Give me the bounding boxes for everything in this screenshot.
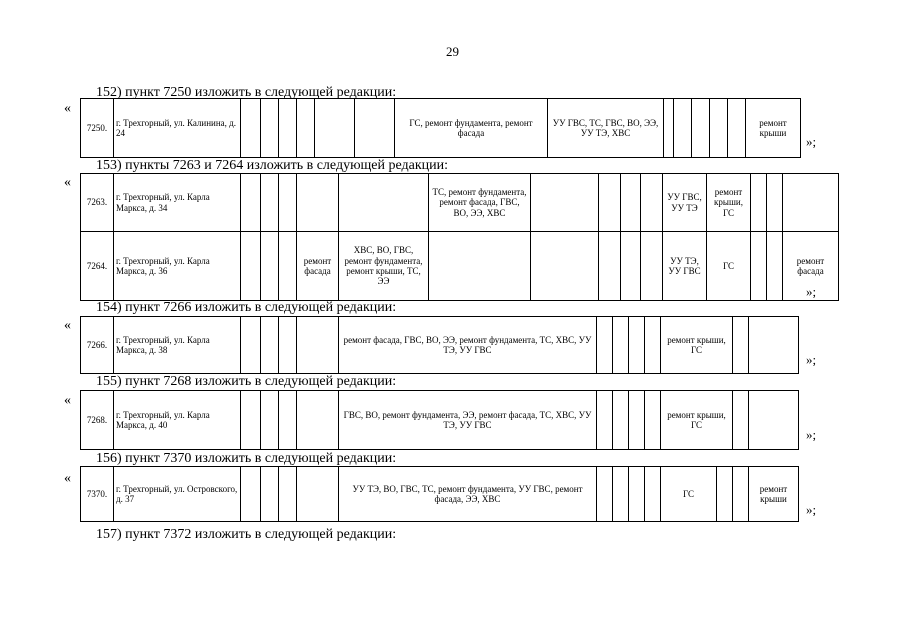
row-works: ремонт крыши (746, 99, 801, 158)
row-works: УУ ГВС, УУ ТЭ (663, 174, 707, 232)
quote-open: « (64, 471, 71, 486)
row-works: ремонт фасада, ГВС, ВО, ЭЭ, ремонт фундамента, ТС, ХВС, УУ ТЭ, УУ ГВС (339, 317, 597, 374)
table-section-155 (80, 390, 799, 450)
row-works: ГС (661, 467, 717, 522)
row-works: УУ ТЭ, ВО, ГВС, ТС, ремонт фундамента, УУ ГВС, ремонт фасада, ЭЭ, ХВС (339, 467, 597, 522)
row-number: 7266. (81, 317, 114, 374)
row-works: ремонт фасада (783, 232, 839, 301)
table-row (81, 232, 839, 301)
row-number: 7250. (81, 99, 114, 158)
row-address: г. Трехгорный, ул. Карла Маркса, д. 36 (114, 232, 241, 301)
row-address: г. Трехгорный, ул. Карла Маркса, д. 40 (114, 391, 241, 450)
quote-close: »; (806, 502, 817, 517)
row-address: г. Трехгорный, ул. Карла Маркса, д. 34 (114, 174, 241, 232)
row-works: ГС, ремонт фундамента, ремонт фасада (395, 99, 548, 158)
row-works: ХВС, ВО, ГВС, ремонт фундамента, ремонт крыши, ТС, ЭЭ (339, 232, 429, 301)
quote-open: « (64, 175, 71, 190)
table-row (81, 391, 799, 450)
table-section-152 (80, 98, 801, 158)
row-works: ГВС, ВО, ремонт фундамента, ЭЭ, ремонт фасада, ТС, ХВС, УУ ТЭ, УУ ГВС (339, 391, 597, 450)
table-section-156 (80, 466, 799, 522)
row-works: ремонт крыши, ГС (661, 317, 733, 374)
section-heading-155: 155) пункт 7268 изложить в следующей редакции: (96, 374, 397, 389)
quote-open: « (64, 318, 71, 333)
row-works: ремонт крыши, ГС (661, 391, 733, 450)
row-works: ремонт крыши, ГС (707, 174, 751, 232)
table-row (81, 317, 799, 374)
row-address: г. Трехгорный, ул. Островского, д. 37 (114, 467, 241, 522)
row-address: г. Трехгорный, ул. Карла Маркса, д. 38 (114, 317, 241, 374)
row-works: УУ ТЭ, УУ ГВС (663, 232, 707, 301)
quote-close: »; (806, 427, 817, 442)
table-row (81, 174, 839, 232)
table-row (81, 467, 799, 522)
row-works: ремонт фасада (297, 232, 339, 301)
quote-close: »; (806, 134, 817, 149)
section-heading-153: 153) пункты 7263 и 7264 изложить в следующей редакции: (96, 158, 449, 173)
section-heading-152: 152) пункт 7250 изложить в следующей редакции: (96, 85, 397, 100)
table-section-154 (80, 316, 799, 374)
row-number: 7263. (81, 174, 114, 232)
row-address: г. Трехгорный, ул. Калинина, д. 24 (114, 99, 241, 158)
section-heading-156: 156) пункт 7370 изложить в следующей редакции: (96, 451, 397, 466)
quote-open: « (64, 393, 71, 408)
row-number: 7264. (81, 232, 114, 301)
row-number: 7370. (81, 467, 114, 522)
page-number: 29 (446, 44, 459, 59)
row-number: 7268. (81, 391, 114, 450)
section-heading-157: 157) пункт 7372 изложить в следующей редакции: (96, 527, 397, 542)
section-heading-154: 154) пункт 7266 изложить в следующей редакции: (96, 300, 397, 315)
row-works: ТС, ремонт фундамента, ремонт фасада, ГВС, ВО, ЭЭ, ХВС (429, 174, 531, 232)
quote-close: »; (806, 284, 817, 299)
row-works: ГС (707, 232, 751, 301)
row-works: УУ ГВС, ТС, ГВС, ВО, ЭЭ, УУ ТЭ, ХВС (548, 99, 664, 158)
quote-close: »; (806, 352, 817, 367)
row-works: ремонт крыши (749, 467, 799, 522)
table-row (81, 99, 801, 158)
table-section-153 (80, 173, 839, 301)
quote-open: « (64, 101, 71, 116)
